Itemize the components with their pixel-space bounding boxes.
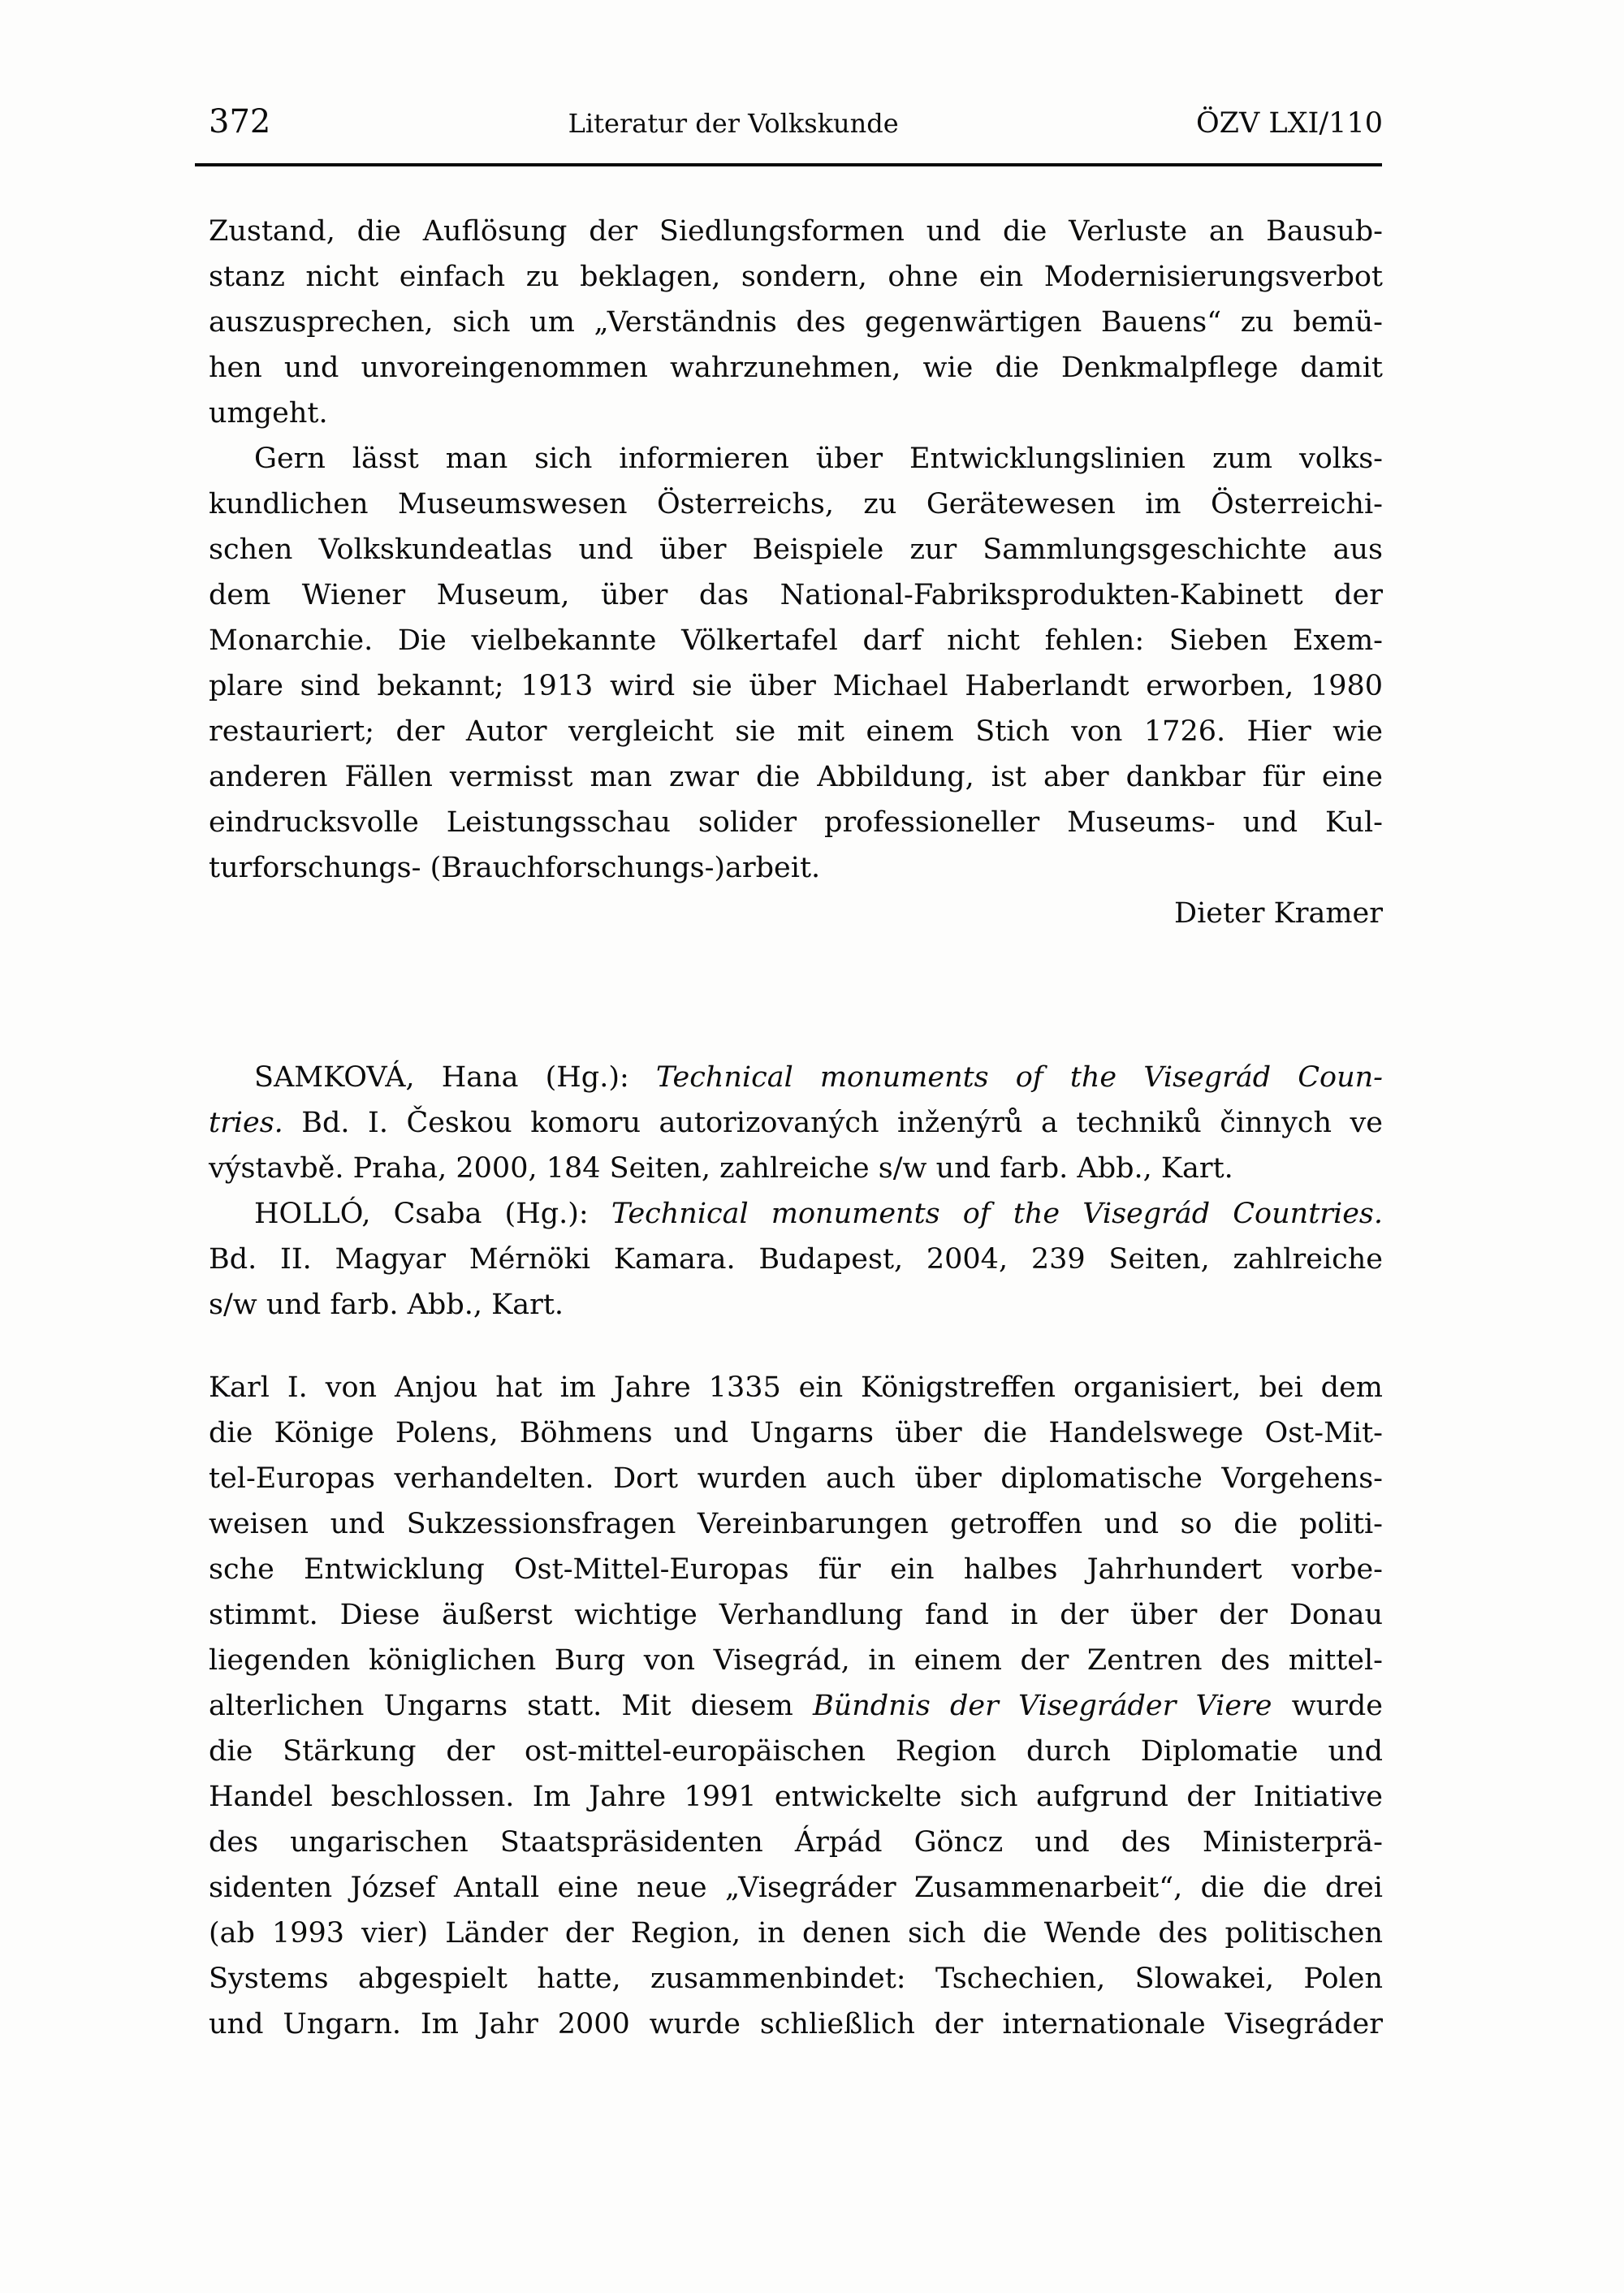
text-line: auszusprechen, sich um „Verständnis des gegenwärtigen Bauens“ zu bemü-	[209, 306, 1383, 339]
spacer	[209, 936, 1383, 1055]
text-line: HOLLÓ, Csaba (Hg.): Technical monuments of the Visegrád Countries.	[254, 1198, 1384, 1230]
text-line: restauriert; der Autor vergleicht sie mit einem Stich von 1726. Hier wie	[209, 715, 1383, 748]
header-rule	[195, 163, 1382, 166]
italic-text: Bündnis der Visegráder Viere	[812, 1690, 1272, 1722]
paragraph	[209, 1191, 1383, 1328]
paragraph	[209, 436, 1383, 891]
italic-text: tries.	[209, 1107, 283, 1139]
review-signature: Dieter Kramer	[1174, 897, 1383, 930]
text-line: s/w und farb. Abb., Kart.	[209, 1289, 564, 1321]
text-line: (ab 1993 vier) Länder der Region, in denen sich die Wende des politischen	[209, 1917, 1383, 1950]
text-line: turforschungs- (Brauchforschungs-)arbeit.	[209, 852, 821, 884]
italic-text: Technical monuments of the Visegrád Coun-	[655, 1061, 1383, 1094]
text-line: stimmt. Diese äußerst wichtige Verhandlung fand in der über der Donau	[209, 1599, 1383, 1631]
text-line: sidenten József Antall eine neue „Visegráder Zusammenarbeit“, die die drei	[209, 1872, 1383, 1904]
paragraph	[209, 209, 1383, 436]
text-line: SAMKOVÁ, Hana (Hg.): Technical monuments of the Visegrád Coun-	[254, 1061, 1383, 1094]
text-line: anderen Fällen vermisst man zwar die Abbildung, ist aber dankbar für eine	[209, 761, 1383, 793]
text-line: schen Volkskundeatlas und über Beispiele zur Sammlungsgeschichte aus	[209, 533, 1383, 566]
running-title: Literatur der Volkskunde	[568, 108, 899, 139]
paragraph	[209, 1055, 1383, 1191]
text-line: eindrucksvolle Leistungsschau solider professioneller Museums- und Kul-	[209, 806, 1383, 839]
text-line: Gern lässt man sich informieren über Entwicklungslinien zum volks-	[254, 443, 1383, 475]
text-line: Bd. II. Magyar Mérnöki Kamara. Budapest, 2004, 239 Seiten, zahlreiche	[209, 1243, 1383, 1276]
text-line: sche Entwicklung Ost-Mittel-Europas für ein halbes Jahrhundert vorbe-	[209, 1553, 1383, 1586]
italic-text: Technical monuments of the Visegrád Countries.	[611, 1198, 1384, 1230]
text-line: výstavbě. Praha, 2000, 184 Seiten, zahlreiche s/w und farb. Abb., Kart.	[209, 1152, 1233, 1185]
text-line: die Stärkung der ost-mittel-europäischen Region durch Diplomatie und	[209, 1735, 1383, 1768]
text-line: Handel beschlossen. Im Jahre 1991 entwickelte sich aufgrund der Initiative	[209, 1781, 1383, 1813]
text-line: liegenden königlichen Burg von Visegrád, in einem der Zentren des mittel-	[209, 1644, 1383, 1677]
text-line: Zustand, die Auflösung der Siedlungsformen und die Verluste an Bausub-	[209, 215, 1383, 248]
text-line: weisen und Sukzessionsfragen Vereinbarungen getroffen und so die politi-	[209, 1508, 1383, 1540]
page-body	[209, 209, 1383, 2047]
text-line: kundlichen Museumswesen Österreichs, zu Gerätewesen im Österreichi-	[209, 488, 1383, 520]
text-line: des ungarischen Staatspräsidenten Árpád Göncz und des Ministerprä-	[209, 1826, 1383, 1859]
text-line: Monarchie. Die vielbekannte Völkertafel darf nicht fehlen: Sieben Exem-	[209, 624, 1383, 657]
paragraph	[209, 1365, 1383, 2047]
text-line: umgeht.	[209, 397, 328, 430]
text-line: und Ungarn. Im Jahr 2000 wurde schließlich der internationale Visegráder	[209, 2008, 1383, 2040]
text-line: stanz nicht einfach zu beklagen, sondern, ohne ein Modernisierungsverbot	[209, 261, 1383, 293]
text-line: die Könige Polens, Böhmens und Ungarns über die Handelswege Ost-Mit-	[209, 1417, 1383, 1449]
text-line: plare sind bekannt; 1913 wird sie über Michael Haberlandt erworben, 1980	[209, 670, 1383, 702]
text-line: dem Wiener Museum, über das National-Fabriksprodukten-Kabinett der	[209, 579, 1383, 611]
text-line: tries. Bd. I. Českou komoru autorizovaných inženýrů a techniků činnych ve	[209, 1107, 1383, 1139]
page-number: 372	[209, 103, 271, 140]
text-line: Systems abgespielt hatte, zusammenbindet: Tschechien, Slowakei, Polen	[209, 1963, 1383, 1995]
text-line: tel-Europas verhandelten. Dort wurden auch über diplomatische Vorgehens-	[209, 1462, 1383, 1495]
page-header	[209, 103, 1383, 140]
text-line: Karl I. von Anjou hat im Jahre 1335 ein Königstreffen organisiert, bei dem	[209, 1371, 1383, 1404]
text-line: hen und unvoreingenommen wahrzunehmen, wie die Denkmalpflege damit	[209, 352, 1383, 384]
text-line: alterlichen Ungarns statt. Mit diesem Bündnis der Visegráder Viere wurde	[209, 1690, 1383, 1722]
issue-reference: ÖZV LXI/110	[1195, 107, 1383, 140]
spacer	[209, 1328, 1383, 1365]
